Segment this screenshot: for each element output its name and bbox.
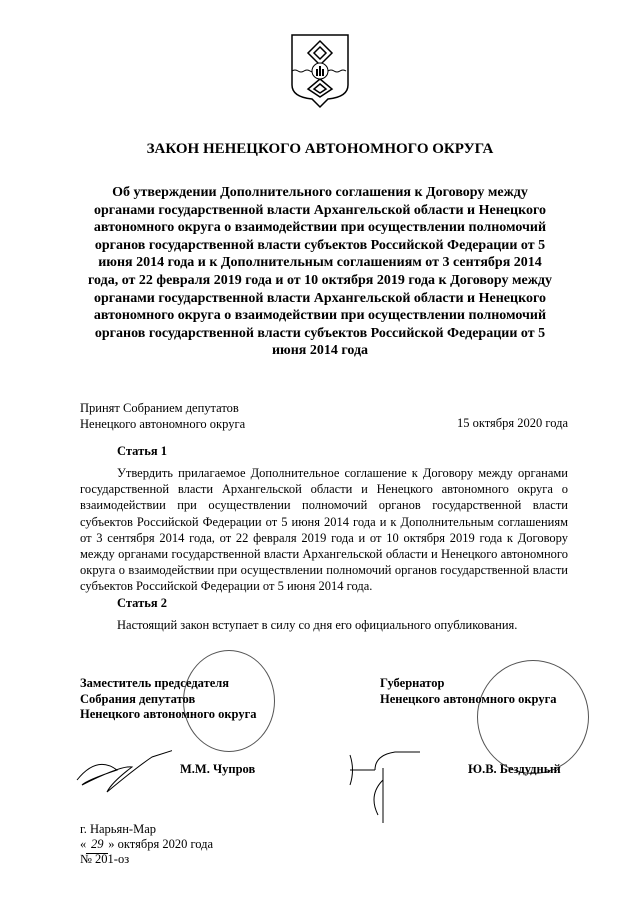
footer-date: « 29 » октября 2020 года bbox=[80, 837, 213, 854]
law-subtitle: Об утверждении Дополнительного соглашения к Договору между органами государственной власти Архангельской области и Ненецкого автономного округа о взаимодействии при осуществлении полномочий органов государственной власти субъектов Российской Федерации от 5 июня 2014 года и к Дополнительным соглашениям от 3 сентября 2014 года, от 22 февраля 2019 года и от 10 октября 2019 года к Договору между органами государственной власти Архангельской области и Ненецкого автономного округа о взаимодействии при осуществлении полномочий органов государственной власти субъектов Российской Федерации от 5 июня 2014 года bbox=[88, 185, 552, 359]
law-title: ЗАКОН НЕНЕЦКОГО АВТОНОМНОГО ОКРУГА bbox=[146, 141, 494, 157]
right-signer-name: Ю.В. Бездудный bbox=[468, 762, 561, 776]
law-number: № 201-оз bbox=[80, 852, 130, 866]
article-2-text: Настоящий закон вступает в силу со дня его официального опубликования. bbox=[117, 618, 518, 632]
right-signer-title: Губернатор Ненецкого автономного округа bbox=[380, 676, 557, 706]
left-signer-title: Заместитель председателя Собрания депутатов Ненецкого автономного округа bbox=[80, 676, 257, 721]
left-signer-name: М.М. Чупров bbox=[180, 762, 256, 776]
footer-city: г. Нарьян-Мар bbox=[80, 822, 157, 836]
adoption-date: 15 октября 2020 года bbox=[456, 416, 568, 430]
article-2-heading: Статья 2 bbox=[117, 596, 167, 610]
right-signature bbox=[345, 740, 425, 825]
handwritten-day: 29 bbox=[86, 837, 108, 854]
article-1-text: Утвердить прилагаемое Дополнительное соглашение к Договору между органами государственной власти Архангельской области и Ненецкого автономного округа о взаимодействии при осуществлении полномочий органов государственной власти субъектов Российской Федерации от 5 июня 2014 года и к Дополнительным соглашениям от 3 сентября 2014 года, от 22 февраля 2019 года и от 10 октября 2019 года к Договору между органами государственной власти Архангельской области и Ненецкого автономного округа о взаимодействии при осуществлении полномочий органов государственной власти субъектов Российской Федерации от 5 июня 2014 года. bbox=[80, 466, 568, 594]
adoption-info bbox=[80, 400, 245, 432]
article-1-heading: Статья 1 bbox=[117, 444, 167, 458]
left-signature bbox=[72, 750, 172, 795]
adopted-line1: Принят Собранием депутатов bbox=[80, 401, 239, 415]
adopted-line2: Ненецкого автономного округа bbox=[80, 417, 246, 431]
coat-of-arms-emblem bbox=[288, 33, 352, 109]
